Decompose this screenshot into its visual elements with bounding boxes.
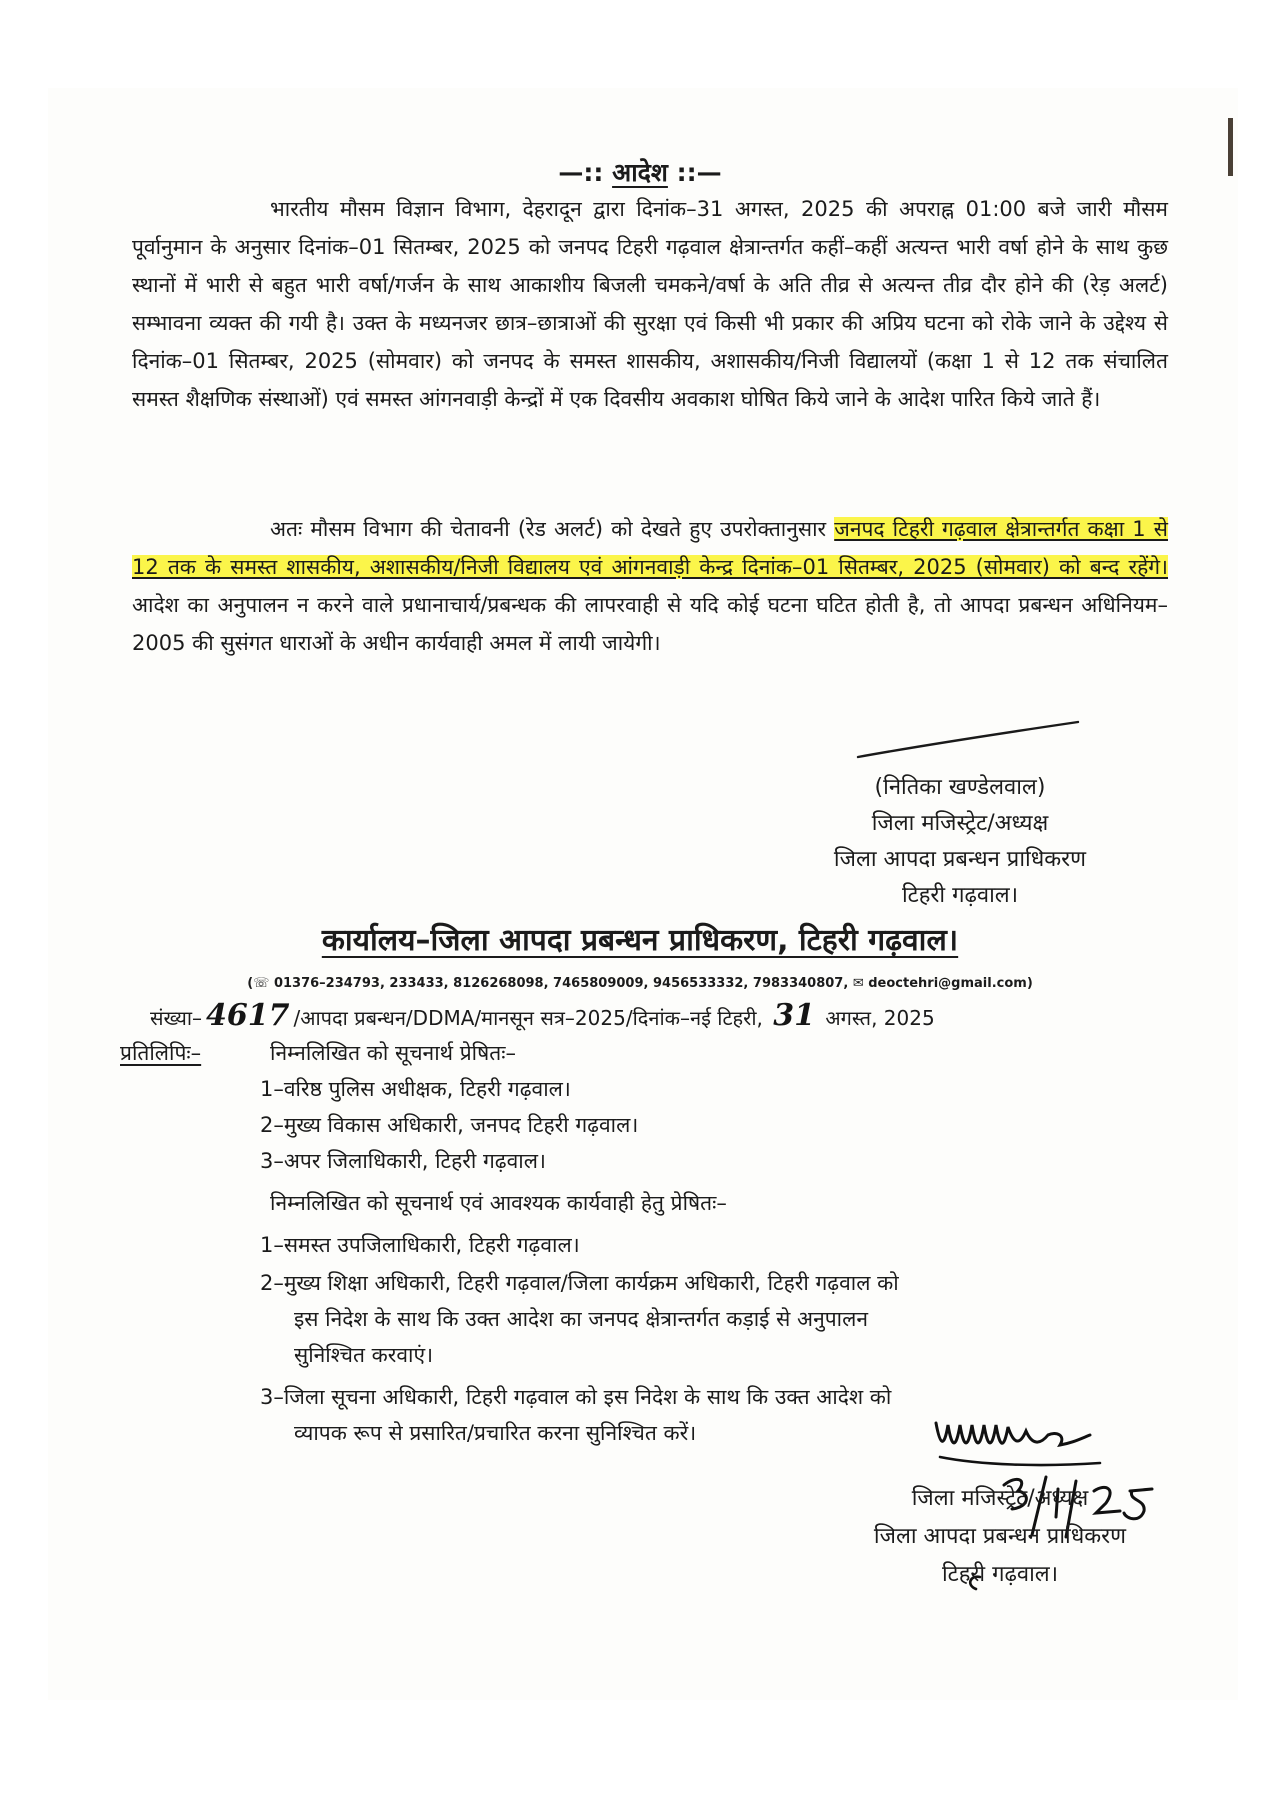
copy-recipient: 3–जिला सूचना अधिकारी, टिहरी गढ़वाल को इस निदेश के साथ कि उक्त आदेश को: [260, 1385, 892, 1409]
signature-stroke: [0, 0, 1280, 800]
signatory-authority: जिला आपदा प्रबन्धन प्राधिकरण: [833, 847, 1087, 872]
para2-intro: अतः मौसम विभाग की चेतावनी (रेड अलर्ट) को देखते हुए उपरोक्तानुसार: [270, 517, 827, 541]
para2-compliance: आदेश का अनुपालन न करने वाले प्रधानाचार्य/प्रबन्धक की लापरवाही से यदि कोई घटना घटित होती है, तो आपदा प्रबन्धन अधिनियम–2005 की सुसंगत धाराओं के अधीन कार्यवाही अमल में लायी जायेगी।: [132, 593, 1168, 655]
signatory-block-1: [760, 770, 1160, 914]
order-paragraph-1: भारतीय मौसम विज्ञान विभाग, देहरादून द्वारा दिनांक–31 अगस्त, 2025 की अपराह्न 01:00 बजे जारी मौसम पूर्वानुमान के अनुसार दिनांक–01 सितम्बर, 2025 को जनपद टिहरी गढ़वाल क्षेत्रान्तर्गत कहीं–कहीं अत्यन्त भारी वर्षा होने के साथ कुछ स्थानों में भारी से बहुत भारी वर्षा/गर्जन के साथ आकाशीय बिजली चमकने/वर्षा के अति तीव्र से अत्यन्त तीव्र दौर होने की (रेड़ अलर्ट) सम्भावना व्यक्त की गयी है। उक्त के मध्यनजर छात्र–छात्राओं की सुरक्षा एवं किसी भी प्रकार की अप्रिय घटना को रोके जाने के उद्देश्य से दिनांक–01 सितम्बर, 2025 (सोमवार) को जनपद के समस्त शासकीय, अशासकीय/निजी विद्यालयों (कक्षा 1 से 12 तक संचालित समस्त शैक्षणिक संस्थाओं) एवं समस्त आंगनवाड़ी केन्द्रों में एक दिवसीय अवकाश घोषित किये जाने के आदेश पारित किये जाते हैं।: [132, 197, 1168, 411]
signatory2-authority: जिला आपदा प्रबन्धन प्राधिकरण: [873, 1524, 1127, 1549]
para2-highlighted-directive: जनपद टिहरी गढ़वाल क्षेत्रान्तर्गत कक्षा 1 से 12 तक के समस्त शासकीय, अशासकीय/निजी विद्यालय एवं आंगनवाड़ी केन्द्र दिनांक–01 सितम्बर, 2025 (सोमवार) को बन्द रहेंगे।: [132, 517, 1168, 579]
heading-title: आदेश: [612, 158, 668, 187]
copy-recipient-cont: इस निदेश के साथ कि उक्त आदेश का जनपद क्षेत्रान्तर्गत कड़ाई से अनुपालन: [294, 1307, 868, 1331]
signatory-place: टिहरी गढ़वाल।: [901, 883, 1019, 908]
copy-recipient-cont: व्यापक रूप से प्रसारित/प्रचारित करना सुनिश्चित करें।: [294, 1421, 697, 1445]
copy-recipient: 1–वरिष्ठ पुलिस अधीक्षक, टिहरी गढ़वाल।: [260, 1077, 571, 1101]
reference-suffix: अगस्त, 2025: [825, 1006, 935, 1030]
copies-intro-1: निम्नलिखित को सूचनार्थ प्रेषितः–: [270, 1041, 516, 1065]
reference-middle: /आपदा प्रबन्धन/DDMA/मानसून सत्र–2025/दिनांक–नई टिहरी,: [293, 1006, 763, 1030]
signatory-block-2: [790, 1480, 1210, 1594]
copies-label: प्रतिलिपिः–: [120, 1041, 202, 1065]
copy-recipient-cont: सुनिश्चित करवाएं।: [294, 1343, 434, 1367]
reference-prefix: संख्या–: [150, 1006, 202, 1030]
heading-left: —::: [558, 158, 604, 187]
reference-line: [150, 996, 1160, 1038]
contact-phones: (☏ 01376–234793, 233433, 8126268098, 7465809009, 9456533332, 7983340807,: [247, 976, 849, 991]
signatory-designation: जिला मजिस्ट्रेट/अध्यक्ष: [871, 811, 1049, 836]
office-title: कार्यालय–जिला आपदा प्रबन्धन प्राधिकरण, टिहरी गढ़वाल।: [321, 923, 959, 958]
copy-recipient: 1–समस्त उपजिलाधिकारी, टिहरी गढ़वाल।: [260, 1233, 580, 1257]
copy-recipient: 2–मुख्य शिक्षा अधिकारी, टिहरी गढ़वाल/जिला कार्यक्रम अधिकारी, टिहरी गढ़वाल को: [260, 1271, 899, 1295]
contact-email: ✉ deoctehri@gmail.com): [852, 976, 1033, 991]
signatory-name: (नितिका खण्डेलवाल): [874, 775, 1046, 800]
reference-day-handwritten: 31: [773, 998, 815, 1033]
heading-right: ::—: [676, 158, 722, 187]
signatory2-place: टिहरी गढ़वाल।: [941, 1562, 1059, 1587]
copies-intro-2: निम्नलिखित को सूचनार्थ एवं आवश्यक कार्यवाही हेतु प्रेषितः–: [270, 1191, 727, 1215]
copy-recipient: 2–मुख्य विकास अधिकारी, जनपद टिहरी गढ़वाल।: [260, 1113, 639, 1137]
reference-number-handwritten: 4617: [206, 998, 290, 1033]
office-contact: [0, 976, 1280, 991]
signatory2-designation: जिला मजिस्ट्रेट/अध्यक्ष: [911, 1486, 1089, 1511]
copy-recipient: 3–अपर जिलाधिकारी, टिहरी गढ़वाल।: [260, 1149, 546, 1173]
